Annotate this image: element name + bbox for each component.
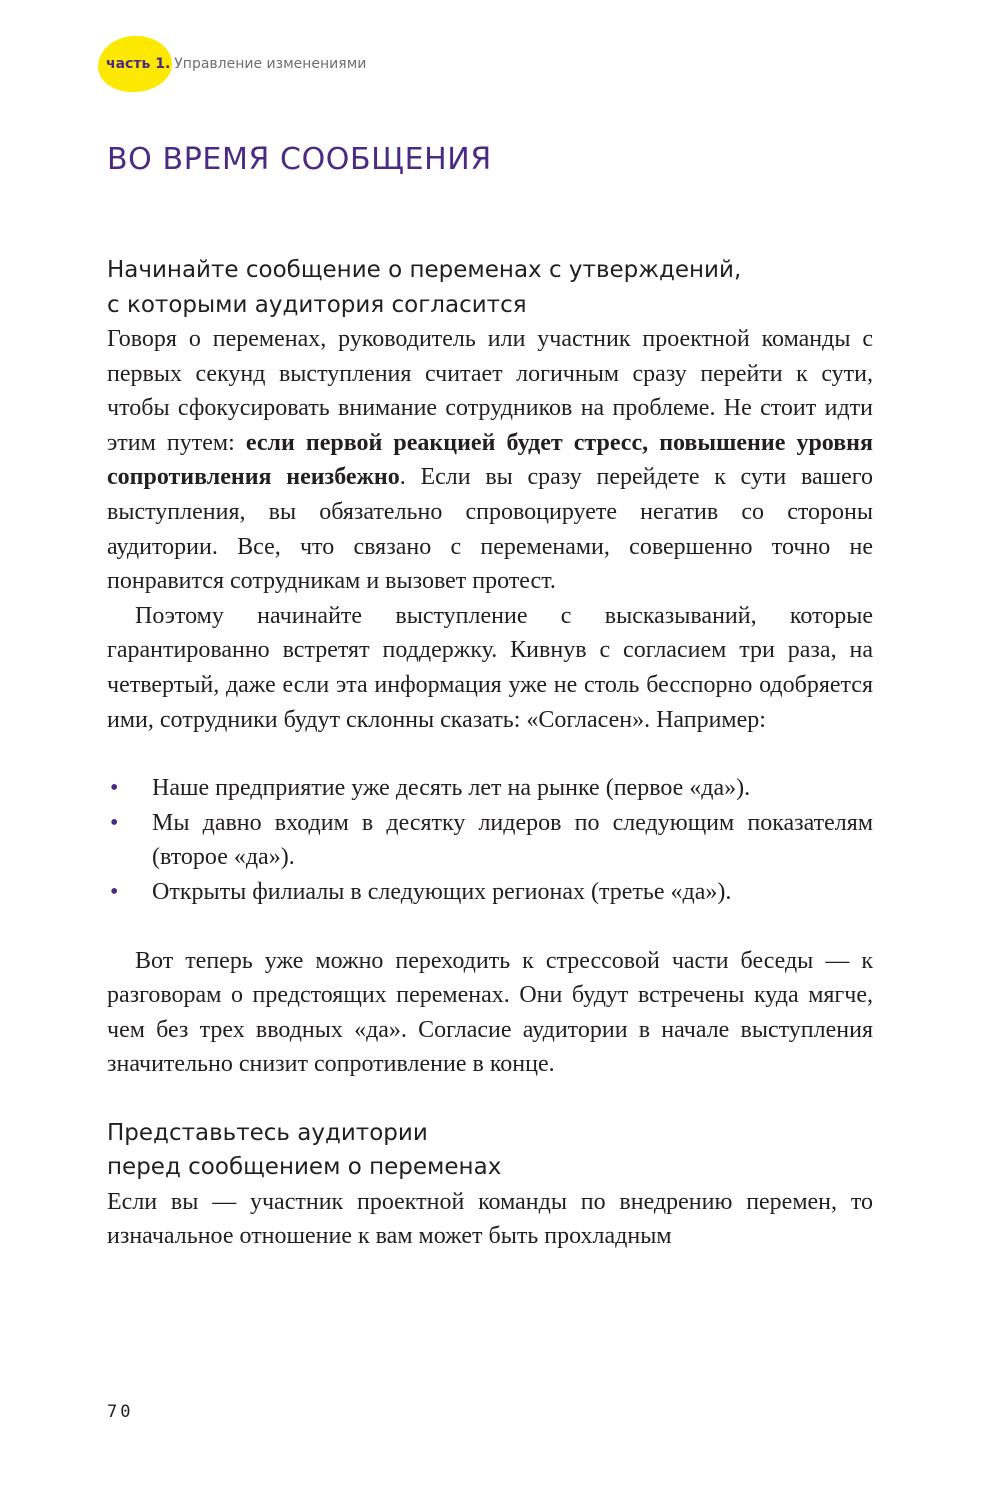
subsection-heading-line: с которыми аудитория согласится xyxy=(107,291,527,318)
bullet-text: Открыты филиалы в следующих регионах (третье «да»). xyxy=(152,878,732,905)
paragraph: Вот теперь уже можно переходить к стрессовой части беседы — к разговорам о предстоящих переменах. Они будут встречены куда мягче, чем без трех вводных «да». Согласие аудитории в начале выступления значительно снизит сопротивление в конце. xyxy=(107,947,873,1078)
bullet-icon: • xyxy=(110,878,119,905)
subsection-heading-agreement xyxy=(107,253,873,322)
running-header xyxy=(98,36,366,92)
paragraph: Поэтому начинайте выступление с высказываний, которые гарантированно встретят поддержку. Кивнув с согласием три раза, на четвертый, даже если эта информация уже не столь бесспорно одобряется ими, сотрудники будут склонны сказать: «Согласен». Например: xyxy=(107,602,873,733)
subsection-heading-line: Начинайте сообщение о переменах с утверждений, xyxy=(107,257,742,283)
paragraph xyxy=(107,322,873,599)
bullet-text: Наше предприятие уже десять лет на рынке (первое «да»). xyxy=(152,775,751,802)
paragraph: Если вы — участник проектной команды по внедрению перемен, то изначальное отношение к вам может быть прохладным xyxy=(107,1188,873,1250)
bold-emphasis: если первой реакцией будет стресс, повышение уровня сопротивления неизбежно xyxy=(107,429,873,491)
paragraph-text: . Если вы сразу перейдете к сути вашего выступления, вы обязательно спровоцируете негатив со стороны аудитории. Все, что связано с переменами, совершенно точно не понравится сотрудникам и вызовет протест. xyxy=(107,464,873,595)
page-content xyxy=(107,253,873,1254)
subsection-heading-introduce xyxy=(107,1116,873,1185)
page-number: 70 xyxy=(107,1402,134,1422)
bullet-icon: • xyxy=(110,809,119,836)
bullet-item xyxy=(107,771,873,806)
bullet-item xyxy=(107,875,873,910)
section-title: ВО ВРЕМЯ СООБЩЕНИЯ xyxy=(107,142,492,177)
subsection-heading-line: перед сообщением о переменах xyxy=(107,1154,502,1181)
bullet-icon: • xyxy=(110,775,119,802)
bullet-item xyxy=(107,806,873,875)
paragraph-text: Говоря о переменах, руководитель или участник проектной команды с первых секунд выступления считает логичным сразу перейти к сути, чтобы сфокусировать внимание сотрудников на проблеме. Не стоит идти этим путем: xyxy=(107,326,873,456)
part-title: Управление изменениями xyxy=(174,56,367,72)
bullet-list xyxy=(107,771,873,909)
part-label: часть 1. xyxy=(106,56,171,72)
subsection-heading-line: Представьтесь аудитории xyxy=(107,1119,428,1146)
bullet-text: Мы давно входим в десятку лидеров по следующим показателям (второе «да»). xyxy=(152,809,873,871)
